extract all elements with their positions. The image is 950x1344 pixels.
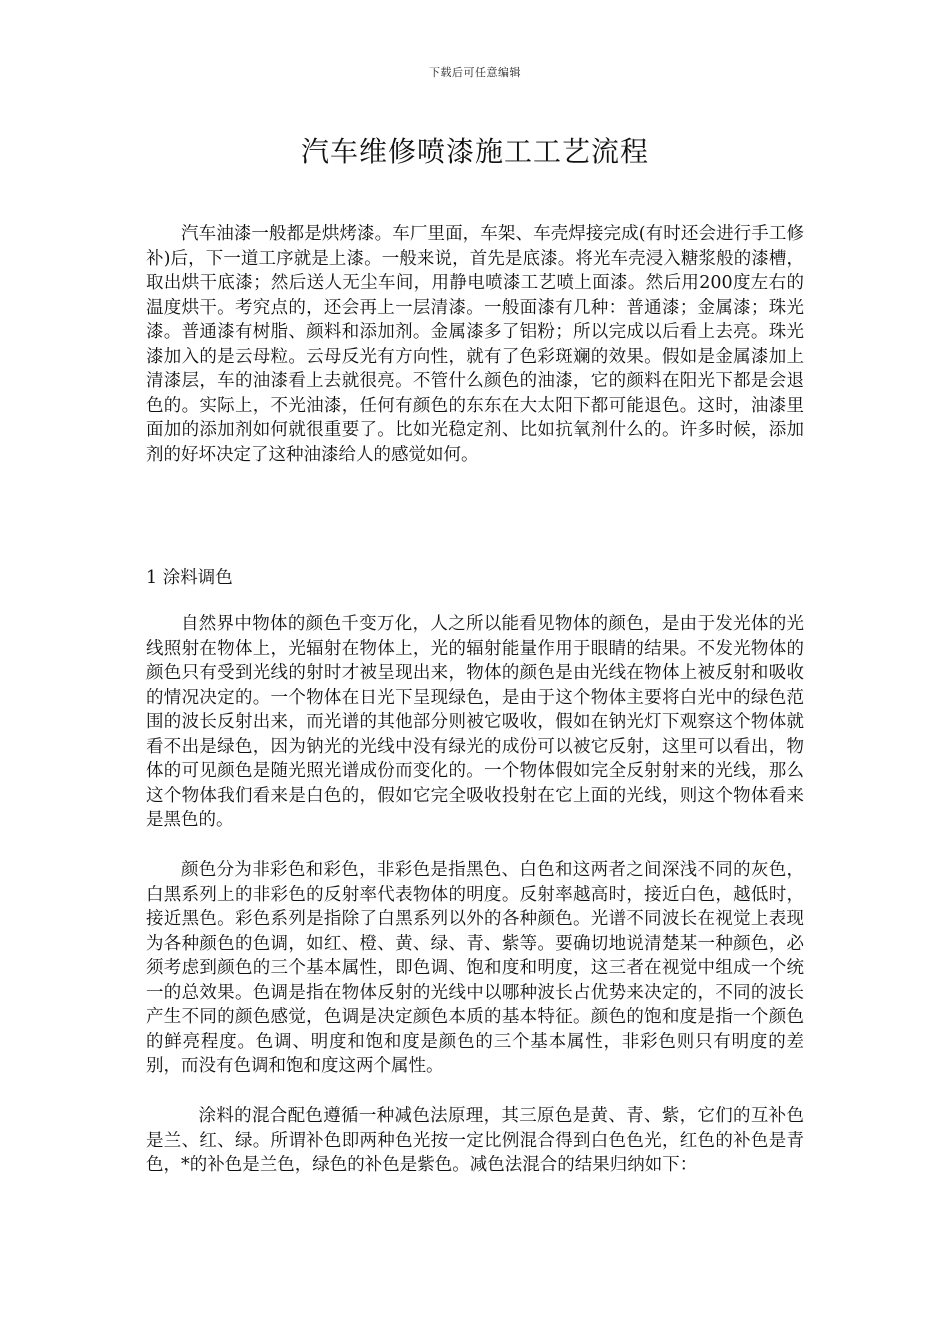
section-heading-color-mixing: 1 涂料调色 [146, 568, 233, 588]
header-note: 下载后可任意编辑 [429, 66, 521, 79]
intro-block [146, 222, 804, 467]
section1-paragraph-3: 涂料的混合配色遵循一种减色法原理，其三原色是黄、青、紫，它们的互补色是兰、红、绿。所谓补色即两种色光按一定比例混合得到白色色光，红色的补色是青色，*的补色是兰色，绿色的补色是紫色。减色法混合的结果归纳如下： [146, 1106, 804, 1175]
section1-paragraph-2: 颜色分为非彩色和彩色，非彩色是指黑色、白色和这两者之间深浅不同的灰色，白黑系列上的非彩色的反射率代表物体的明度。反射率越高时，接近白色，越低时，接近黑色。彩色系列是指除了白黑系列以外的各种颜色。光谱不同波长在视觉上表现为各种颜色的色调，如红、橙、黄、绿、青、紫等。要确切地说清楚某一种颜色，必须考虑到颜色的三个基本属性，即色调、饱和度和明度，这三者在视觉中组成一个统一的总效果。色调是指在物体反射的光线中以哪种波长占优势来决定的，不同的波长产生不同的颜色感觉，色调是决定颜色本质的基本特征。颜色的饱和度是指一个颜色的鲜亮程度。色调、明度和饱和度是颜色的三个基本属性，非彩色则只有明度的差别，而没有色调和饱和度这两个属性。 [146, 860, 804, 1076]
intro-paragraph: 汽车油漆一般都是烘烤漆。车厂里面，车架、车壳焊接完成(有时还会进行手工修补)后，下一道工序就是上漆。一般来说，首先是底漆。将光车壳浸入糖浆般的漆槽，取出烘干底漆；然后送人无尘车间，用静电喷漆工艺喷上面漆。然后用200度左右的温度烘干。考究点的，还会再上一层清漆。一般面漆有几种：普通漆；金属漆；珠光漆。普通漆有树脂、颜料和添加剂。金属漆多了铝粉；所以完成以后看上去亮。珠光漆加入的是云母粒。云母反光有方向性，就有了色彩斑斓的效果。假如是金属漆加上清漆层，车的油漆看上去就很亮。不管什么颜色的油漆，它的颜料在阳光下都是会退色的。实际上，不光油漆，任何有颜色的东东在大太阳下都可能退色。这时，油漆里面加的添加剂如何就很重要了。比如光稳定剂、比如抗氧剂什么的。许多时候，添加剂的好坏决定了这种油漆给人的感觉如何。 [146, 224, 804, 465]
section1-block-3 [146, 1104, 804, 1178]
document-title: 汽车维修喷漆施工工艺流程 [300, 135, 649, 168]
section1-block-2 [146, 858, 804, 1079]
section1-block-1 [146, 612, 804, 833]
section1-paragraph-1: 自然界中物体的颜色千变万化，人之所以能看见物体的颜色，是由于发光体的光线照射在物体上，光辐射在物体上，光的辐射能量作用于眼睛的结果。不发光物体的颜色只有受到光线的射时才被呈现出来，物体的颜色是由光线在物体上被反射和吸收的情况决定的。一个物体在日光下呈现绿色，是由于这个物体主要将白光中的绿色范围的波长反射出来，而光谱的其他部分则被它吸收，假如在钠光灯下观察这个物体就看不出是绿色，因为钠光的光线中没有绿光的成份可以被它反射，这里可以看出，物体的可见颜色是随光照光谱成份而变化的。一个物体假如完全反射射来的光线，那么这个物体我们看来是白色的，假如它完全吸收投射在它上面的光线，则这个物体看来是黑色的。 [146, 614, 804, 830]
